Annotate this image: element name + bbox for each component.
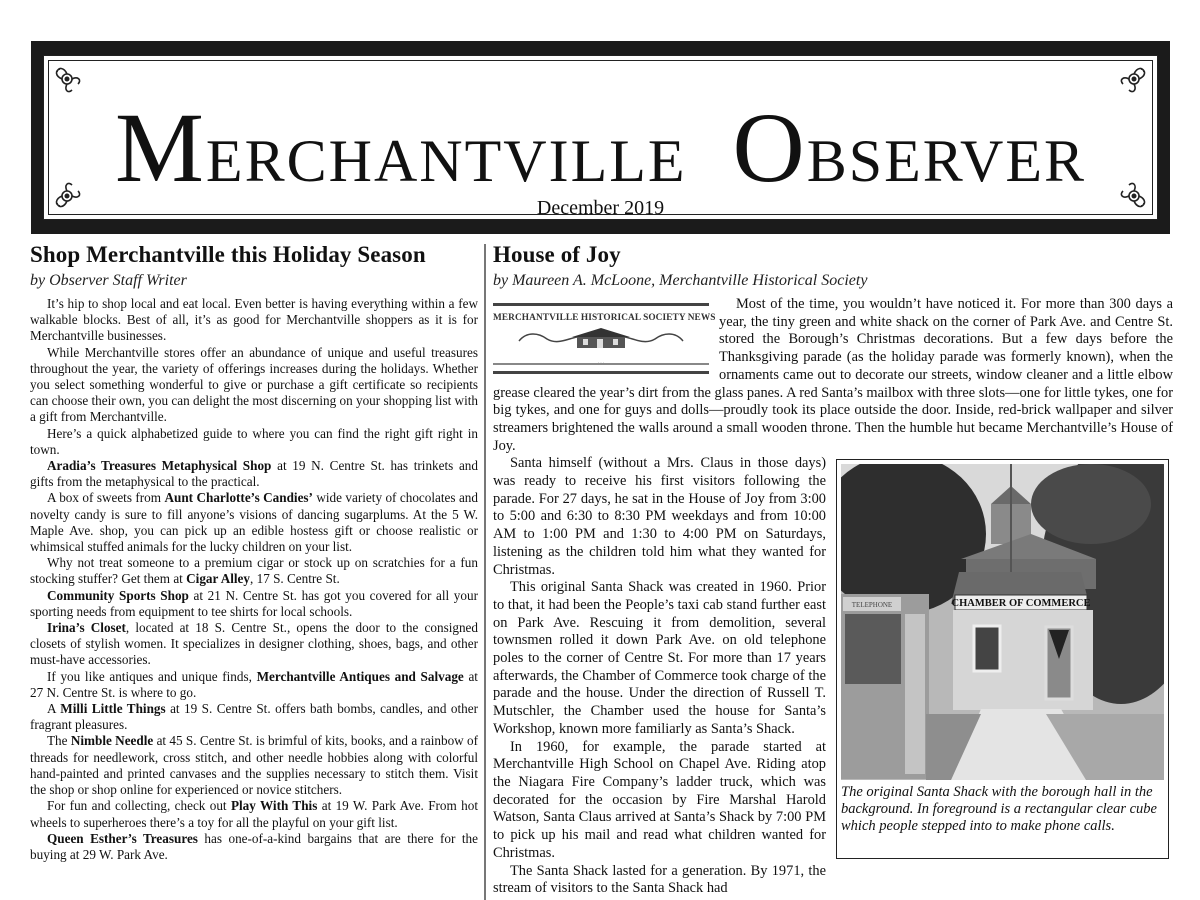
article-paragraph: Most of the time, you wouldn’t have noticed it. For more than 300 days a year, the tiny green and white shack on the corner of Park Ave. and Centre St. stored the Borough’s Christmas decorations. But a few days before the Thanksgiving parade (as the holiday parade was formerly known), when the ornaments came out to decorate our streets, window cleaner and a little elbow grease cleared the year’s dirt from the glass panes. A red Santa’s mailbox with three slots—one for little tykes, one for big tykes, and one for guys and dolls—proudly took its place outside the door. Inside, red-brick wallpaper and silver streamers brightened the walls around a small wooden throne. Then the humble hut became Merchantville’s House of Joy. <box>493 296 1173 454</box>
business-name: Community Sports Shop <box>47 587 189 603</box>
paragraph-text: Why not treat someone to a premium cigar or stock up on scratchies for a fun stocking stuffer? Get them at <box>30 555 478 587</box>
title-rest: BSERVER <box>806 128 1086 194</box>
paragraph-text: While Merchantville stores offer an abundance of unique and useful treasures throughout the year, the variety of offerings increases during the holidays. Whether you select something wonderful to give or purchase a gift certificate so recipients can choose their own, you can delight the most discerning on your shopping list with a gift from Merchantville. <box>30 344 478 425</box>
paragraph-text: has one-of-a-kind bargains that are there for the buying at 29 W. Park Ave. <box>30 830 478 862</box>
logo-text: MERCHANTVILLE HISTORICAL SOCIETY NEWS <box>493 313 716 323</box>
article-body <box>493 296 1173 898</box>
paragraph-text: wide variety of chocolates and novelty candy is sure to fill anyone’s visions of dancing sugarplums. At the 5 W. Maple Ave. shop, you can pick up an edible hostess gift or choose realistic or whimsical stuffed animals for the lucky children on your list. <box>30 490 478 555</box>
article-paragraph <box>30 588 478 620</box>
paragraph-text: at 45 S. Centre St. is brimful of kits, books, and a rainbow of threads for needlework, cross stitch, and other needle hobbies along with colorful hand-painted and printed canvases and the supplies necessary to stitch them. Visit the shop or shop online for experienced or novice stitchers. <box>30 733 478 798</box>
paragraph-text: at 19 N. Centre St. has trinkets and gifts from the metaphysical to the practical. <box>30 458 478 490</box>
title-word-observer <box>733 90 1086 205</box>
article-byline: by Maureen A. McLoone, Merchantville Historical Society <box>493 272 868 289</box>
title-word-merchantville <box>115 90 687 205</box>
historical-society-logo <box>493 303 716 375</box>
paragraph-text: A <box>47 701 61 717</box>
article-headline: Shop Merchantville this Holiday Season <box>30 242 426 267</box>
issue-date: December 2019 <box>536 197 665 219</box>
paragraph-text: The <box>47 733 71 749</box>
business-name: Aunt Charlotte’s Candies’ <box>164 490 313 506</box>
paragraph-text: at 21 N. Centre St. has got you covered for all your sporting needs from equipment to tee shirts for local schools. <box>30 587 478 619</box>
business-name: Play With This <box>230 798 318 814</box>
masthead <box>31 41 1170 234</box>
paragraph-text: A box of sweets from <box>47 490 165 506</box>
business-name: Merchantville Antiques and Salvage <box>256 668 464 684</box>
santa-shack-photo <box>841 464 1164 780</box>
article-byline: by Observer Staff Writer <box>30 272 187 289</box>
paragraph-text: at 19 S. Centre St. offers bath bombs, candles, and other fragrant pleasures. <box>30 701 478 733</box>
newspaper-title <box>44 90 1157 205</box>
paragraph-text: , located at 18 S. Centre St., opens the door to the consigned closets of stylish women. It specializes in designer clothing, shoes, bags, and other must-have accessories. <box>30 620 478 668</box>
photo-figure <box>836 459 1169 859</box>
article-paragraph <box>30 733 478 798</box>
article-paragraph <box>30 798 478 830</box>
paragraph-text: If you like antiques and unique finds, <box>47 668 257 684</box>
article-paragraph <box>30 831 478 863</box>
right-article <box>493 240 1173 898</box>
title-initial: M <box>115 92 206 203</box>
article-paragraph <box>30 458 478 490</box>
paragraph-text: Here’s a quick alphabetized guide to where you can find the right gift right in town. <box>30 425 478 457</box>
article-paragraph <box>30 490 478 555</box>
article-paragraph <box>30 620 478 669</box>
article-paragraph <box>30 296 478 345</box>
article-paragraph <box>30 345 478 426</box>
article-paragraph: This original Santa Shack was created in 1960. Prior to that, it had been the People’s taxi cab stand further east on Park Ave. Rescuing it from demolition, several townsmen rolled it down Park Ave. on old telephone poles to the corner of Centre St. For more than 17 years afterwards, the Chamber of Commerce took charge of the parade and the house. Under the direction of Russell T. Mutschler, the Chamber used the house for Santa’s Workshop, known more familiarly as Santa’s Shack. <box>493 579 826 737</box>
paragraph-text: For fun and collecting, check out <box>47 798 231 814</box>
paragraph-text: at 19 W. Park Ave. From hot wheels to superheroes there’s a toy for all the playful on your gift list. <box>30 798 478 830</box>
title-initial: O <box>732 92 807 203</box>
article-paragraph <box>30 669 478 701</box>
paragraph-text: at 27 N. Centre St. is where to go. <box>30 668 478 700</box>
paragraph-text: It’s hip to shop local and eat local. Even better is having everything within a few walkable blocks. Best of all, it’s as good for Merchantville shoppers as it is for Merchantville businesses. <box>30 296 478 344</box>
business-name: Irina’s Closet <box>47 620 126 636</box>
masthead-panel <box>43 55 1158 220</box>
paragraph-text: , 17 S. Centre St. <box>250 571 340 587</box>
article-paragraph: The Santa Shack lasted for a generation. By 1971, the stream of visitors to the Santa Shack had <box>493 862 826 897</box>
photo-sign-text: CHAMBER OF COMMERCE <box>951 598 1091 610</box>
title-rest: ERCHANTVILLE <box>205 128 687 194</box>
business-name: Queen Esther’s Treasures <box>47 830 198 846</box>
article-paragraph <box>30 701 478 733</box>
article-body <box>30 296 478 863</box>
article-paragraph: In 1960, for example, the parade started at Merchantville High School on Chapel Ave. Riding atop the Niagara Fire Company’s ladder truck, which was decorated for the occasion by Fire Marshal Harold Watson, Santa Claus arrived at Santa’s Shack by 7:00 PM to pick up his mail and read what children wanted for Christmas. <box>493 738 826 861</box>
business-name: Milli Little Things <box>60 701 166 717</box>
article-paragraph <box>30 555 478 587</box>
photo-caption: The original Santa Shack with the borough hall in the background. In foreground is a rectangular clear cube which people stepped into to make phone calls. <box>841 784 1157 835</box>
business-name: Aradia’s Treasures Metaphysical Shop <box>47 458 272 474</box>
house-illustration-icon <box>517 325 685 351</box>
article-paragraph <box>30 426 478 458</box>
photo-booth-text: TELEPHONE <box>851 601 893 610</box>
left-article <box>30 240 478 863</box>
article-headline: House of Joy <box>493 242 621 267</box>
business-name: Cigar Alley <box>186 571 250 587</box>
business-name: Nimble Needle <box>70 733 154 749</box>
article-paragraph: Santa himself (without a Mrs. Claus in those days) was ready to receive his first visitors following the parade. For 27 days, he sat in the House of Joy from 3:00 to 5:00 and 6:30 to 8:30 PM weekdays and from 10:00 AM to 1:00 PM and 1:30 to 4:00 PM on Saturdays, listening as the children told him what they wanted for Christmas. <box>493 455 826 578</box>
column-divider <box>484 244 486 900</box>
